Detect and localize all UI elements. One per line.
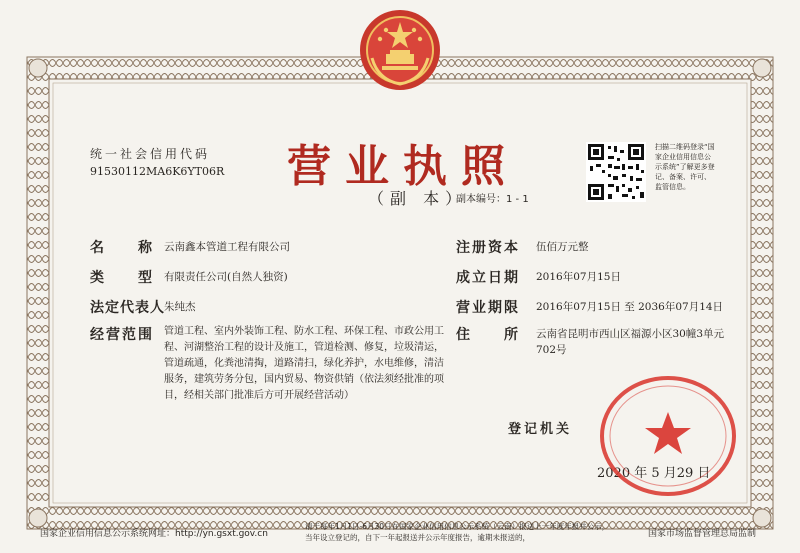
credit-code-value: 91530112MA6K6YT06R bbox=[90, 165, 225, 178]
name-value: 云南鑫本管道工程有限公司 bbox=[164, 241, 290, 253]
copy-number: 副本编号：1 - 1 bbox=[456, 194, 529, 205]
footer-website: 国家企业信用信息公示系统网址：http://yn.gsxt.gov.cn bbox=[40, 529, 268, 539]
scope-value: 管道工程、室内外装饰工程、防水工程、环保工程、市政公用工程、河湖整治工程的设计及施工，管道检测、修复，垃圾清运，管道疏通，化粪池清掏，道路清扫，绿化养护，水电维修，清洁服务，建筑劳务分包，国内贸易、物资供销（依法须经批准的项目，经相关部门批准后方可开展经营活动） bbox=[164, 326, 444, 401]
term-label: 营业期限 bbox=[456, 300, 520, 316]
address-label: 住 所 bbox=[456, 327, 520, 343]
scope-label: 经营范围 bbox=[90, 327, 154, 343]
capital-value: 伍佰万元整 bbox=[536, 241, 589, 253]
registration-authority-label: 登记机关 bbox=[508, 422, 573, 437]
qr-code-icon[interactable] bbox=[586, 142, 646, 202]
type-label: 类 型 bbox=[90, 270, 154, 286]
credit-code-label: 统一社会信用代码 bbox=[90, 147, 211, 161]
issue-date: 2020 年 5 月29 日 bbox=[597, 466, 711, 481]
established-label: 成立日期 bbox=[456, 270, 520, 286]
legal-rep-label: 法定代表人 bbox=[90, 300, 165, 316]
footer-notice: 请于每年1月1日-6月30日在国家企业信用信息公示系统（云南）报送上一年度年报并公示，当年设立登记的，自下一年起报送并公示年度报告，逾期未报送的， bbox=[305, 522, 610, 542]
name-label: 名 称 bbox=[90, 240, 154, 256]
type-value: 有限责任公司(自然人独资) bbox=[164, 271, 288, 283]
capital-label: 注册资本 bbox=[456, 240, 520, 256]
footer-issuer: 国家市场监督管理总局监制 bbox=[648, 529, 757, 539]
legal-rep-value: 朱纯杰 bbox=[164, 301, 196, 313]
qr-caption: 扫描二维码登录“国家企业信用信息公示系统”了解更多登记、备案、许可、监管信息。 bbox=[655, 143, 715, 191]
established-value: 2016年07月15日 bbox=[536, 271, 621, 283]
national-emblem-icon bbox=[358, 8, 442, 92]
page-title: 营业执照 bbox=[287, 141, 519, 192]
page-subtitle: （副 本） bbox=[368, 189, 468, 208]
address-value: 云南省昆明市西山区福源小区30幢3单元702号 bbox=[536, 328, 725, 356]
term-value: 2016年07月15日 至 2036年07月14日 bbox=[536, 301, 724, 313]
official-seal-icon bbox=[598, 374, 738, 498]
